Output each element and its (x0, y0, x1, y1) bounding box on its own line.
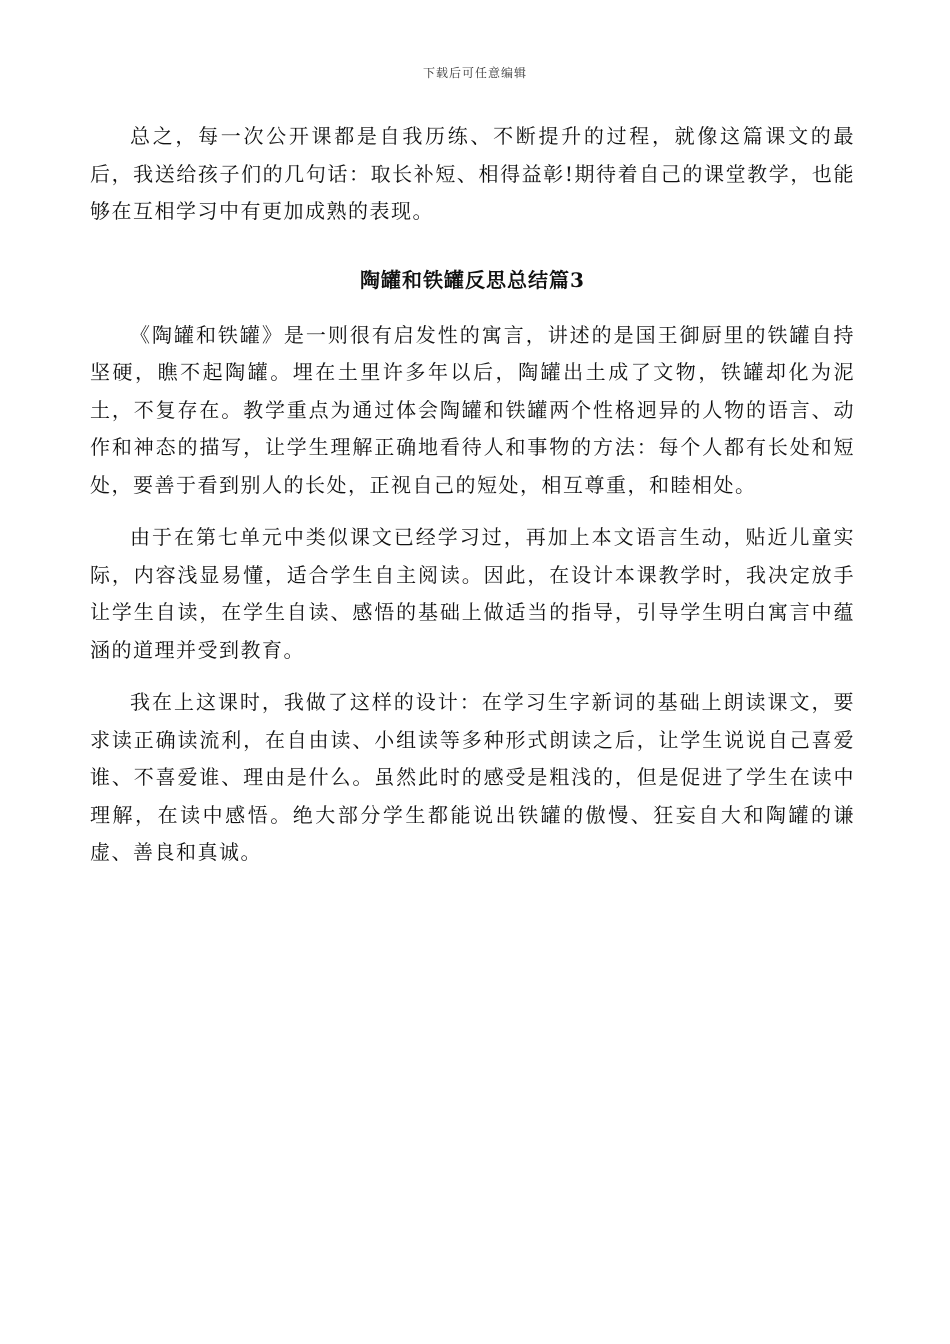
header-note: 下载后可任意编辑 (422, 66, 527, 80)
body-paragraph-3: 我在上这课时，我做了这样的设计：在学习生字新词的基础上朗读课文，要求读正确读流利，在自由读、小组读等多种形式朗读之后，让学生说说自己喜爱谁、不喜爱谁、理由是什么。虽然此时的感受是粗浅的，但是促进了学生在读中理解，在读中感悟。绝大部分学生都能说出铁罐的傲慢、狂妄自大和陶罐的谦虚、善良和真诚。 (90, 690, 855, 864)
section-title: 陶罐和铁罐反思总结篇3 (360, 267, 585, 292)
body-paragraph-2: 由于在第七单元中类似课文已经学习过，再加上本文语言生动，贴近儿童实际，内容浅显易懂，适合学生自主阅读。因此，在设计本课教学时，我决定放手让学生自读，在学生自读、感悟的基础上做适当的指导，引导学生明白寓言中蕴涵的道理并受到教育。 (90, 525, 855, 662)
document-body (90, 118, 855, 872)
intro-paragraph: 总之，每一次公开课都是自我历练、不断提升的过程，就像这篇课文的最后，我送给孩子们的几句话：取长补短、相得益彰!期待着自己的课堂教学，也能够在互相学习中有更加成熟的表现。 (90, 124, 855, 223)
body-paragraph-1: 《陶罐和铁罐》是一则很有启发性的寓言，讲述的是国王御厨里的铁罐自持坚硬，瞧不起陶罐。埋在土里许多年以后，陶罐出土成了文物，铁罐却化为泥土，不复存在。教学重点为通过体会陶罐和铁罐两个性格迥异的人物的语言、动作和神态的描写，让学生理解正确地看待人和事物的方法：每个人都有长处和短处，要善于看到别人的长处，正视自己的短处，相互尊重，和睦相处。 (90, 322, 855, 497)
